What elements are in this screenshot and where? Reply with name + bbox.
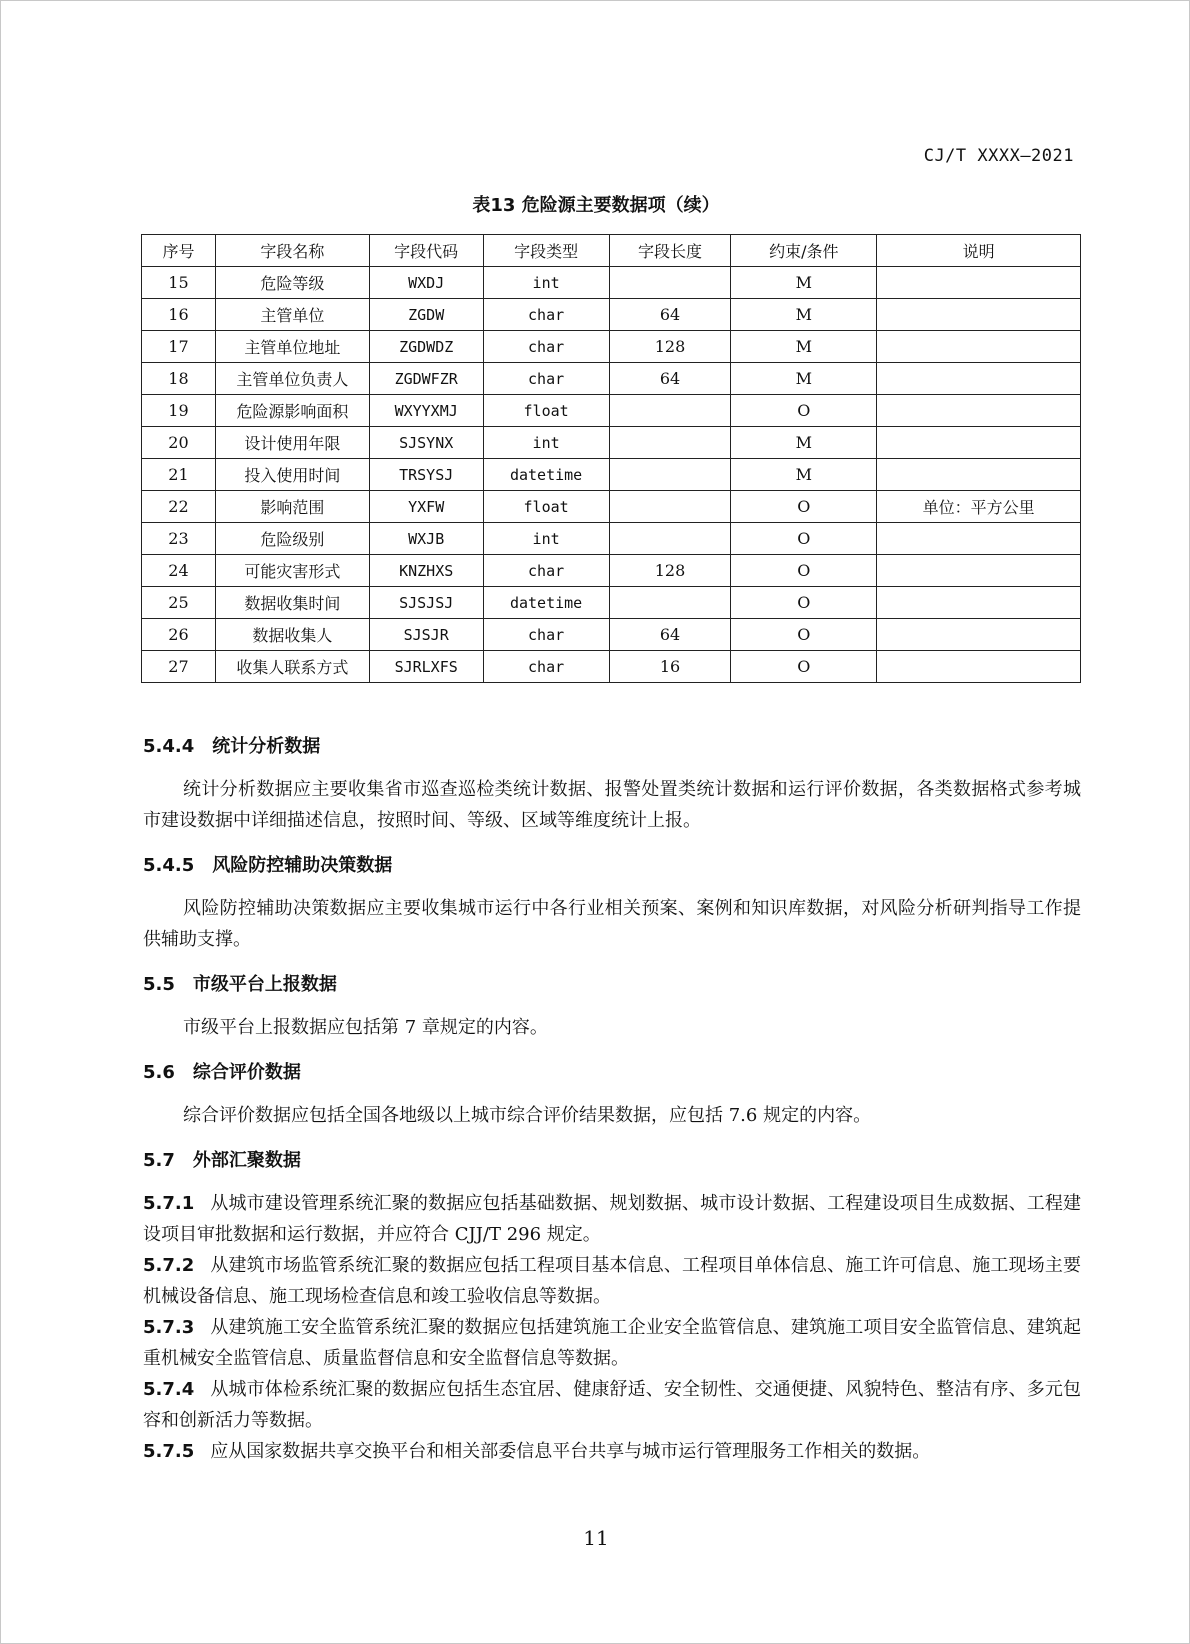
section-number: 5.7 (143, 1150, 175, 1171)
table-cell (609, 491, 731, 523)
table-cell: WXDJ (369, 267, 483, 299)
table-cell: 26 (142, 619, 216, 651)
table-cell (609, 427, 731, 459)
clause-text: 应从国家数据共享交换平台和相关部委信息平台共享与城市运行管理服务工作相关的数据。 (210, 1441, 931, 1462)
clause-5-7-4 (143, 1374, 1081, 1436)
clause-number: 5.7.4 (143, 1379, 195, 1400)
table-cell: SJSJR (369, 619, 483, 651)
section-paragraph: 风险防控辅助决策数据应主要收集城市运行中各行业相关预案、案例和知识库数据，对风险分析研判指导工作提供辅助支撑。 (143, 898, 1081, 950)
table-cell: 64 (609, 619, 731, 651)
table-cell: 主管单位负责人 (215, 363, 369, 395)
table-row (142, 491, 1081, 523)
table-cell: 16 (142, 299, 216, 331)
table-cell: SJRLXFS (369, 651, 483, 683)
table-cell: M (731, 331, 877, 363)
table-cell: char (483, 299, 609, 331)
table-cell (877, 523, 1081, 555)
table-cell: 64 (609, 299, 731, 331)
section-heading-5-7 (143, 1145, 1081, 1176)
hazard-data-table (141, 234, 1081, 683)
table-cell: 主管单位地址 (215, 331, 369, 363)
clause-number: 5.7.2 (143, 1255, 195, 1276)
table-cell: 数据收集人 (215, 619, 369, 651)
clause-text: 从建筑施工安全监管系统汇聚的数据应包括建筑施工企业安全监管信息、建筑施工项目安全监管信息、建筑起重机械安全监管信息、质量监督信息和安全监督信息等数据。 (143, 1317, 1081, 1369)
table-cell: O (731, 651, 877, 683)
table-cell: TRSYSJ (369, 459, 483, 491)
column-header: 字段代码 (369, 235, 483, 267)
table-cell: 危险等级 (215, 267, 369, 299)
table-cell: 16 (609, 651, 731, 683)
table-cell: M (731, 459, 877, 491)
table-cell: char (483, 555, 609, 587)
table-cell: 27 (142, 651, 216, 683)
table-cell (877, 651, 1081, 683)
table-cell (877, 459, 1081, 491)
clause-text: 从城市体检系统汇聚的数据应包括生态宜居、健康舒适、安全韧性、交通便捷、风貌特色、整洁有序、多元包容和创新活力等数据。 (143, 1379, 1081, 1431)
table-cell: ZGDW (369, 299, 483, 331)
table-cell: 19 (142, 395, 216, 427)
table-cell (877, 395, 1081, 427)
section-number: 5.4.5 (143, 855, 195, 876)
table-body (142, 267, 1081, 683)
table-cell: char (483, 619, 609, 651)
table-cell (877, 299, 1081, 331)
table-cell: M (731, 299, 877, 331)
section-number: 5.5 (143, 974, 175, 995)
table-cell (877, 267, 1081, 299)
table-cell: 数据收集时间 (215, 587, 369, 619)
table-cell: float (483, 491, 609, 523)
table-cell: O (731, 523, 877, 555)
column-header: 字段类型 (483, 235, 609, 267)
column-header: 字段名称 (215, 235, 369, 267)
table-cell (609, 459, 731, 491)
section-title: 统计分析数据 (212, 736, 321, 757)
table-cell: ZGDWFZR (369, 363, 483, 395)
table-cell (609, 267, 731, 299)
clause-number: 5.7.3 (143, 1317, 195, 1338)
table-cell: ZGDWDZ (369, 331, 483, 363)
document-code: CJ/T XXXX—2021 (923, 146, 1074, 166)
section-title: 市级平台上报数据 (192, 974, 337, 995)
table-cell: 15 (142, 267, 216, 299)
table-cell: 18 (142, 363, 216, 395)
table-row (142, 651, 1081, 683)
section-title: 外部汇聚数据 (192, 1150, 301, 1171)
table-cell: 128 (609, 331, 731, 363)
document-body (143, 731, 1081, 1467)
table-cell: YXFW (369, 491, 483, 523)
table-header-row (142, 235, 1081, 267)
table-cell: 可能灾害形式 (215, 555, 369, 587)
table-cell: 17 (142, 331, 216, 363)
table-cell: 主管单位 (215, 299, 369, 331)
table-cell: 设计使用年限 (215, 427, 369, 459)
section-heading-5-4-4 (143, 731, 1081, 762)
table-cell: datetime (483, 587, 609, 619)
table-cell: M (731, 427, 877, 459)
clause-number: 5.7.5 (143, 1441, 195, 1462)
clause-5-7-5 (143, 1436, 1081, 1467)
table-cell: SJSJSJ (369, 587, 483, 619)
table-row (142, 427, 1081, 459)
table-cell: O (731, 555, 877, 587)
table-cell: O (731, 491, 877, 523)
table-row (142, 363, 1081, 395)
table-cell: O (731, 619, 877, 651)
table-cell (609, 523, 731, 555)
table-row (142, 523, 1081, 555)
table-cell (877, 363, 1081, 395)
section-title: 综合评价数据 (192, 1062, 301, 1083)
table-cell: datetime (483, 459, 609, 491)
table-cell: char (483, 363, 609, 395)
table-cell: 24 (142, 555, 216, 587)
table-row (142, 555, 1081, 587)
section-paragraph: 统计分析数据应主要收集省市巡查巡检类统计数据、报警处置类统计数据和运行评价数据，各类数据格式参考城市建设数据中详细描述信息，按照时间、等级、区域等维度统计上报。 (143, 779, 1081, 831)
section-paragraph: 市级平台上报数据应包括第 7 章规定的内容。 (183, 1017, 548, 1038)
table-cell: KNZHXS (369, 555, 483, 587)
clause-number: 5.7.1 (143, 1193, 195, 1214)
table-cell (877, 427, 1081, 459)
section-paragraph: 综合评价数据应包括全国各地级以上城市综合评价结果数据，应包括 7.6 规定的内容。 (183, 1105, 872, 1126)
table-cell: int (483, 267, 609, 299)
section-number: 5.6 (143, 1062, 175, 1083)
table-cell: int (483, 427, 609, 459)
table-cell: O (731, 587, 877, 619)
table-cell: 20 (142, 427, 216, 459)
table-cell: 25 (142, 587, 216, 619)
table-cell (877, 555, 1081, 587)
table-cell (877, 331, 1081, 363)
table-cell: M (731, 363, 877, 395)
table-cell (609, 395, 731, 427)
table-cell: 128 (609, 555, 731, 587)
table-cell: 22 (142, 491, 216, 523)
table-row (142, 331, 1081, 363)
table-cell: 投入使用时间 (215, 459, 369, 491)
table-cell: char (483, 651, 609, 683)
table-row (142, 395, 1081, 427)
table-cell: WXJB (369, 523, 483, 555)
column-header: 说明 (877, 235, 1081, 267)
table-cell (609, 587, 731, 619)
column-header: 约束/条件 (731, 235, 877, 267)
table-cell: 影响范围 (215, 491, 369, 523)
table-cell: 危险级别 (215, 523, 369, 555)
table-row (142, 299, 1081, 331)
page-number: 11 (583, 1526, 609, 1550)
section-number: 5.4.4 (143, 736, 195, 757)
table-cell (877, 587, 1081, 619)
table-cell: 23 (142, 523, 216, 555)
table-cell (877, 619, 1081, 651)
table-cell: SJSYNX (369, 427, 483, 459)
table-cell: 64 (609, 363, 731, 395)
table-cell: int (483, 523, 609, 555)
table-row (142, 459, 1081, 491)
table-cell: char (483, 331, 609, 363)
table-row (142, 587, 1081, 619)
table-cell: 收集人联系方式 (215, 651, 369, 683)
column-header: 字段长度 (609, 235, 731, 267)
table-cell: O (731, 395, 877, 427)
clause-5-7-2 (143, 1250, 1081, 1312)
section-heading-5-5 (143, 969, 1081, 1000)
column-header: 序号 (142, 235, 216, 267)
table-cell: WXYYXMJ (369, 395, 483, 427)
clause-5-7-3 (143, 1312, 1081, 1374)
clause-text: 从城市建设管理系统汇聚的数据应包括基础数据、规划数据、城市设计数据、工程建设项目生成数据、工程建设项目审批数据和运行数据，并应符合 CJJ/T 296 规定。 (143, 1193, 1081, 1245)
section-heading-5-6 (143, 1057, 1081, 1088)
clause-text: 从建筑市场监管系统汇聚的数据应包括工程项目基本信息、工程项目单体信息、施工许可信息、施工现场主要机械设备信息、施工现场检查信息和竣工验收信息等数据。 (143, 1255, 1081, 1307)
table-cell: 21 (142, 459, 216, 491)
table-cell: 单位：平方公里 (877, 491, 1081, 523)
table-cell: 危险源影响面积 (215, 395, 369, 427)
table-cell: float (483, 395, 609, 427)
section-title: 风险防控辅助决策数据 (212, 855, 393, 876)
table-row (142, 619, 1081, 651)
table-cell: M (731, 267, 877, 299)
section-heading-5-4-5 (143, 850, 1081, 881)
table-row (142, 267, 1081, 299)
clause-5-7-1 (143, 1188, 1081, 1250)
table-title: 表13 危险源主要数据项（续） (472, 195, 720, 216)
